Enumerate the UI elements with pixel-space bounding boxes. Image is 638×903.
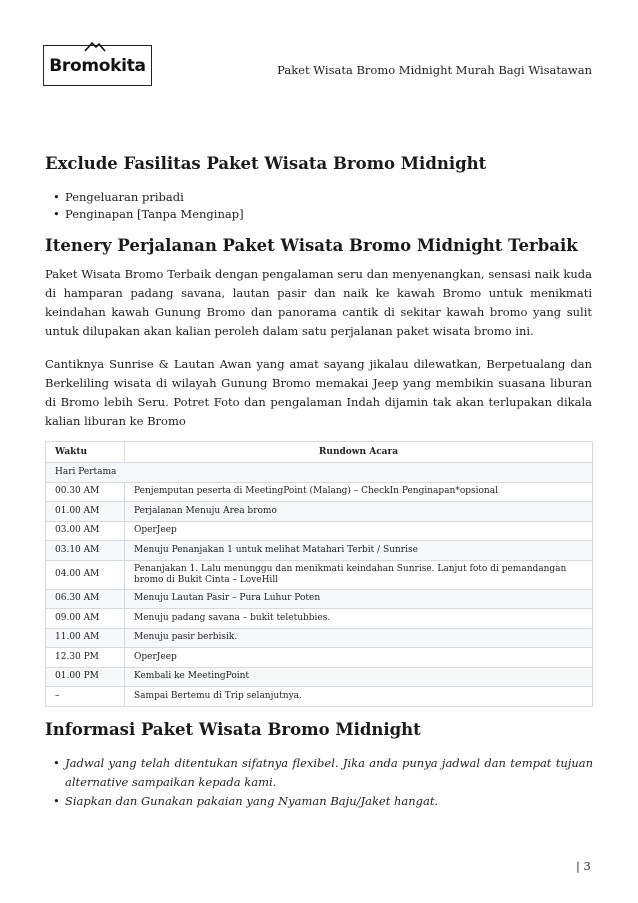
itinerary-heading: Itenery Perjalanan Paket Wisata Bromo Midnight Terbaik xyxy=(45,236,578,255)
event-cell: Menuju padang savana – bukit teletubbies. xyxy=(125,609,593,629)
info-heading: Informasi Paket Wisata Bromo Midnight xyxy=(45,720,421,739)
event-cell: OperJeep xyxy=(125,648,593,668)
document-header-title: Paket Wisata Bromo Midnight Murah Bagi Wisatawan xyxy=(277,63,592,77)
itinerary-paragraph-2: Cantiknya Sunrise & Lautan Awan yang amat sayang jikalau dilewatkan, Berpetualang dan Berkeliling wisata di wilayah Gunung Bromo memakai Jeep yang membikin suasana liburan di Bromo lebih Seru. Potret Foto dan pengalaman Indah dijamin tak akan terlupakan dikala kalian liburan ke Bromo xyxy=(45,357,592,428)
table-row xyxy=(46,521,593,541)
event-cell: Menuju pasir berbisik. xyxy=(125,628,593,648)
time-cell: 03.00 AM xyxy=(46,521,125,541)
table-row xyxy=(46,541,593,561)
event-cell: Kembali ke MeetingPoint xyxy=(125,667,593,687)
table-row xyxy=(46,482,593,502)
time-cell: 06.30 AM xyxy=(46,589,125,609)
time-cell: 01.00 AM xyxy=(46,502,125,522)
time-cell: 04.00 AM xyxy=(46,560,125,589)
time-cell: 03.10 AM xyxy=(46,541,125,561)
list-item: • Pengeluaran pribadi xyxy=(45,189,244,206)
event-cell: Perjalanan Menuju Area bromo xyxy=(125,502,593,522)
table-row xyxy=(46,560,593,589)
page-number: | 3 xyxy=(576,859,591,873)
list-item: • Siapkan dan Gunakan pakaian yang Nyaman Baju/Jaket hangat. xyxy=(45,792,593,811)
event-cell: Sampai Bertemu di Trip selanjutnya. xyxy=(125,687,593,707)
time-cell: 09.00 AM xyxy=(46,609,125,629)
exclude-heading: Exclude Fasilitas Paket Wisata Bromo Midnight xyxy=(45,154,487,173)
event-cell: Menuju Penanjakan 1 untuk melihat Matahari Terbit / Sunrise xyxy=(125,541,593,561)
event-cell: OperJeep xyxy=(125,521,593,541)
event-cell: Menuju Lautan Pasir – Pura Luhur Poten xyxy=(125,589,593,609)
time-cell: 11.00 AM xyxy=(46,628,125,648)
exclude-list xyxy=(45,189,244,223)
table-row xyxy=(46,648,593,668)
day-label: Hari Pertama xyxy=(46,463,593,483)
brand-logo xyxy=(43,45,152,86)
table-row xyxy=(46,502,593,522)
mountain-icon xyxy=(84,40,106,52)
time-cell: 01.00 PM xyxy=(46,667,125,687)
rundown-table xyxy=(45,441,593,707)
table-row xyxy=(46,628,593,648)
table-row xyxy=(46,609,593,629)
info-list xyxy=(45,754,593,811)
list-item: • Penginapan [Tanpa Menginap] xyxy=(45,206,244,223)
column-header-time: Waktu xyxy=(46,442,125,463)
table-row-day xyxy=(46,463,593,483)
table-row xyxy=(46,589,593,609)
event-cell: Penjemputan peserta di MeetingPoint (Malang) – CheckIn Penginapan*opsional xyxy=(125,482,593,502)
column-header-event: Rundown Acara xyxy=(125,442,593,463)
time-cell: 00.30 AM xyxy=(46,482,125,502)
table-row xyxy=(46,687,593,707)
table-row xyxy=(46,667,593,687)
event-cell: Penanjakan 1. Lalu menunggu dan menikmati keindahan Sunrise. Lanjut foto di pemandangan bromo di Bukit Cinta – LoveHill xyxy=(125,560,593,589)
list-item: • Jadwal yang telah ditentukan sifatnya flexibel. Jika anda punya jadwal dan tempat tujuan alternative sampaikan kepada kami. xyxy=(45,754,593,792)
time-cell: 12.30 PM xyxy=(46,648,125,668)
logo-text: Bromokita xyxy=(49,55,146,76)
time-cell: – xyxy=(46,687,125,707)
itinerary-paragraph-1: Paket Wisata Bromo Terbaik dengan pengalaman seru dan menyenangkan, sensasi naik kuda di hamparan padang savana, lautan pasir dan naik ke kawah Bromo untuk menikmati keindahan kawah Gunung Bromo dan panorama cantik di sekitar kawah bromo yang sulit untuk dilupakan akan kalian peroleh dalam satu perjalanan paket wisata bromo ini. xyxy=(45,267,592,338)
table-header-row xyxy=(46,442,593,463)
